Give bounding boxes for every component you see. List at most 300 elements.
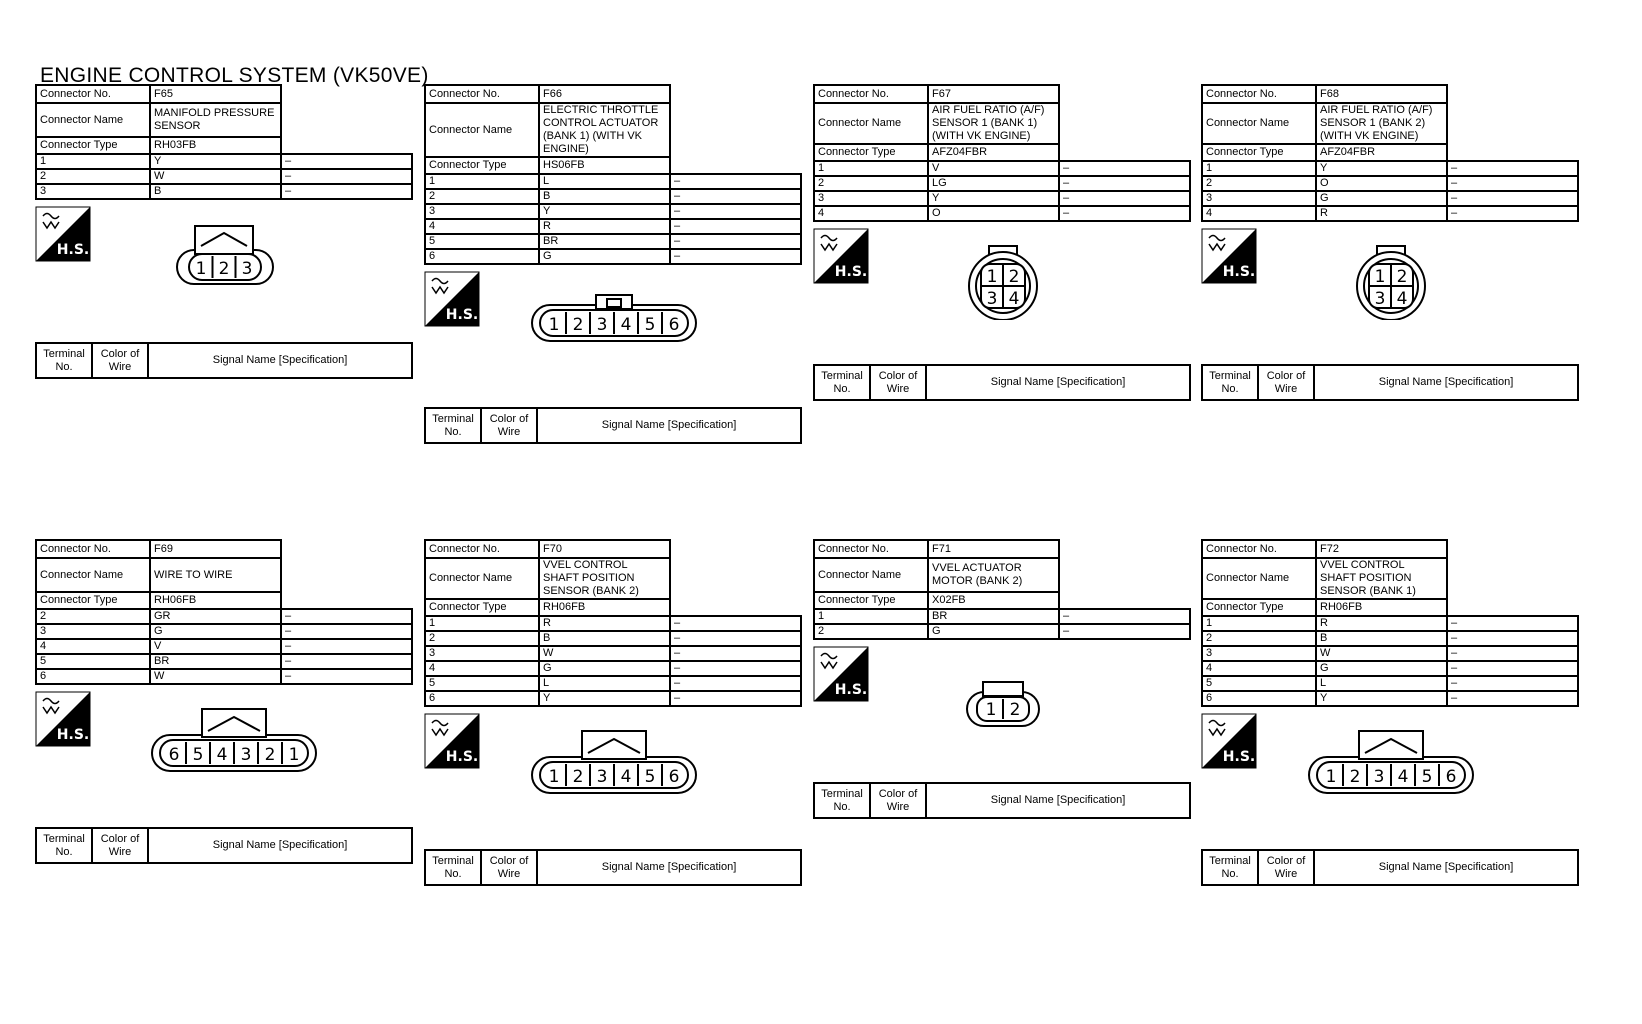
signal-name-cell: –: [670, 189, 801, 204]
terminal-no-cell: 4: [36, 639, 150, 654]
wire-color-cell: G: [539, 249, 670, 264]
connector-no-label: Connector No.: [1202, 540, 1316, 558]
table-row: [814, 624, 1190, 639]
wire-color-cell: BR: [539, 234, 670, 249]
hs-label: H.S.: [56, 727, 90, 743]
pin-label: 1: [986, 267, 998, 287]
pin-label: 5: [644, 315, 656, 335]
connector-no-value: F71: [928, 540, 1059, 558]
wire-color-cell: O: [1316, 176, 1447, 191]
terminal-no-cell: 3: [1202, 191, 1316, 206]
wire-color-cell: B: [539, 631, 670, 646]
color-column-header: Color of Wire: [481, 850, 537, 885]
pin-label: 1: [985, 700, 997, 720]
pin-label: 4: [620, 315, 632, 335]
table-row: [1202, 191, 1578, 206]
connector-header-table: [1201, 539, 1579, 707]
connector-name-value: AIR FUEL RATIO (A/F) SENSOR 1 (BANK 2) (WITH VK ENGINE): [1316, 103, 1447, 144]
terminal-no-cell: 3: [36, 184, 150, 199]
signal-name-cell: –: [281, 624, 412, 639]
wire-color-cell: L: [539, 174, 670, 189]
pin-label: 4: [1396, 289, 1408, 309]
wire-color-cell: W: [150, 669, 281, 684]
terminal-no-cell: 2: [814, 624, 928, 639]
connector-no-value: F72: [1316, 540, 1447, 558]
hs-label: H.S.: [445, 749, 479, 765]
wire-color-cell: Y: [1316, 691, 1447, 706]
wire-color-cell: W: [150, 169, 281, 184]
signal-name-cell: –: [281, 669, 412, 684]
connector-name-value: VVEL CONTROL SHAFT POSITION SENSOR (BANK 1): [1316, 558, 1447, 599]
connector-no-label: Connector No.: [814, 540, 928, 558]
signal-name-cell: –: [1447, 661, 1578, 676]
pin-label: 1: [548, 315, 560, 335]
pin-label: 5: [644, 767, 656, 787]
connector-name-label: Connector Name: [814, 103, 928, 144]
table-row: [814, 191, 1190, 206]
table-row: [36, 154, 412, 169]
connector-no-value: F67: [928, 85, 1059, 103]
terminal-no-cell: 3: [1202, 646, 1316, 661]
connector-type-value: RH06FB: [1316, 599, 1447, 616]
connector-type-label: Connector Type: [814, 592, 928, 609]
hs-label: H.S.: [445, 307, 479, 323]
connector-face-diagram: [965, 680, 1041, 730]
table-row: [1202, 691, 1578, 706]
terminal-table: [1201, 849, 1579, 886]
connector-name-value: VVEL CONTROL SHAFT POSITION SENSOR (BANK 2): [539, 558, 670, 599]
terminal-no-cell: 3: [425, 204, 539, 219]
table-row: [425, 631, 801, 646]
color-column-header: Color of Wire: [1258, 850, 1314, 885]
table-row: [1202, 661, 1578, 676]
terminal-column-header: Terminal No.: [36, 828, 92, 863]
connector-type-label: Connector Type: [36, 137, 150, 154]
pin-label: 2: [572, 315, 584, 335]
terminal-column-header: Terminal No.: [425, 408, 481, 443]
table-row: [1202, 176, 1578, 191]
wire-color-cell: O: [928, 206, 1059, 221]
signal-name-cell: –: [670, 219, 801, 234]
terminal-table: [35, 827, 413, 864]
terminal-no-cell: 6: [425, 691, 539, 706]
wire-color-cell: Y: [150, 154, 281, 169]
connector-face-diagram: [965, 244, 1041, 320]
hs-harness-side-icon: [1201, 228, 1257, 284]
signal-name-cell: –: [281, 609, 412, 624]
connector-illustration-area: [424, 265, 802, 407]
terminal-column-header: Terminal No.: [36, 343, 92, 378]
table-row: [425, 676, 801, 691]
signal-name-cell: –: [1059, 609, 1190, 624]
wire-color-cell: G: [928, 624, 1059, 639]
connector-name-value: VVEL ACTUATOR MOTOR (BANK 2): [928, 558, 1059, 592]
pin-label: 2: [1349, 767, 1361, 787]
connector-type-value: RH06FB: [539, 599, 670, 616]
wire-color-cell: Y: [539, 691, 670, 706]
connector-no-label: Connector No.: [1202, 85, 1316, 103]
color-column-header: Color of Wire: [1258, 365, 1314, 400]
pin-label: 6: [668, 767, 680, 787]
terminal-column-header: Terminal No.: [814, 783, 870, 818]
signal-name-cell: –: [281, 169, 412, 184]
signal-name-cell: –: [1447, 161, 1578, 176]
wire-color-cell: V: [150, 639, 281, 654]
signal-name-cell: –: [1059, 624, 1190, 639]
table-row: [1202, 646, 1578, 661]
connector-type-label: Connector Type: [814, 144, 928, 161]
terminal-no-cell: 1: [814, 609, 928, 624]
connector-illustration-area: [813, 222, 1191, 364]
terminal-no-cell: 6: [1202, 691, 1316, 706]
connector-no-label: Connector No.: [814, 85, 928, 103]
pin-label: 3: [596, 767, 608, 787]
pin-label: 6: [668, 315, 680, 335]
terminal-no-cell: 2: [814, 176, 928, 191]
hs-label: H.S.: [1222, 264, 1256, 280]
signal-name-cell: –: [670, 616, 801, 631]
table-row: [425, 646, 801, 661]
hs-label: H.S.: [834, 264, 868, 280]
connector-panel-f67: [813, 84, 1191, 401]
terminal-column-header: Terminal No.: [425, 850, 481, 885]
connector-type-value: AFZ04FBR: [1316, 144, 1447, 161]
signal-column-header: Signal Name [Specification]: [1314, 850, 1578, 885]
table-row: [36, 624, 412, 639]
terminal-no-cell: 2: [36, 609, 150, 624]
connector-header-table: [813, 539, 1191, 640]
signal-column-header: Signal Name [Specification]: [148, 343, 412, 378]
connector-name-label: Connector Name: [425, 558, 539, 599]
connector-type-label: Connector Type: [425, 599, 539, 616]
table-row: [425, 219, 801, 234]
signal-name-cell: –: [670, 174, 801, 189]
connector-header-table: [1201, 84, 1579, 222]
table-row: [36, 169, 412, 184]
connector-name-label: Connector Name: [814, 558, 928, 592]
terminal-no-cell: 1: [425, 174, 539, 189]
connector-panel-f65: [35, 84, 413, 379]
pin-label: 4: [1008, 289, 1020, 309]
connector-type-label: Connector Type: [1202, 144, 1316, 161]
pin-label: 6: [168, 745, 180, 765]
connector-panel-f66: [424, 84, 802, 444]
table-row: [36, 184, 412, 199]
wire-color-cell: BR: [928, 609, 1059, 624]
terminal-table: [424, 849, 802, 886]
terminal-no-cell: 1: [1202, 161, 1316, 176]
pin-label: 1: [1374, 267, 1386, 287]
pin-label: 2: [572, 767, 584, 787]
connector-panel-f72: [1201, 539, 1579, 886]
connector-type-label: Connector Type: [36, 592, 150, 609]
table-row: [814, 161, 1190, 176]
connector-face-diagram: [530, 729, 700, 795]
table-row: [425, 234, 801, 249]
pin-label: 1: [288, 745, 300, 765]
signal-name-cell: –: [281, 184, 412, 199]
terminal-no-cell: 3: [425, 646, 539, 661]
signal-name-cell: –: [1059, 161, 1190, 176]
wire-color-cell: B: [150, 184, 281, 199]
signal-name-cell: –: [1447, 676, 1578, 691]
hs-harness-side-icon: [35, 691, 91, 747]
connector-type-value: HS06FB: [539, 157, 670, 174]
connector-illustration-area: [813, 640, 1191, 782]
connector-panel-f69: [35, 539, 413, 864]
wire-color-cell: L: [539, 676, 670, 691]
terminal-no-cell: 2: [425, 189, 539, 204]
signal-column-header: Signal Name [Specification]: [926, 783, 1190, 818]
wire-color-cell: G: [1316, 191, 1447, 206]
table-row: [1202, 206, 1578, 221]
pin-label: 2: [218, 259, 230, 279]
connector-no-label: Connector No.: [36, 540, 150, 558]
connector-header-table: [35, 84, 413, 200]
connector-no-label: Connector No.: [36, 85, 150, 103]
table-row: [814, 609, 1190, 624]
terminal-no-cell: 4: [1202, 661, 1316, 676]
terminal-no-cell: 5: [425, 234, 539, 249]
hs-label: H.S.: [1222, 749, 1256, 765]
terminal-no-cell: 4: [1202, 206, 1316, 221]
terminal-no-cell: 4: [814, 206, 928, 221]
connector-type-value: RH03FB: [150, 137, 281, 154]
connector-face-diagram: [1307, 729, 1477, 795]
pin-label: 5: [192, 745, 204, 765]
terminal-column-header: Terminal No.: [814, 365, 870, 400]
connector-no-value: F68: [1316, 85, 1447, 103]
connector-name-value: MANIFOLD PRESSURE SENSOR: [150, 103, 281, 137]
table-row: [1202, 161, 1578, 176]
terminal-no-cell: 1: [814, 161, 928, 176]
terminal-no-cell: 1: [425, 616, 539, 631]
connector-name-label: Connector Name: [425, 103, 539, 157]
connector-name-label: Connector Name: [36, 103, 150, 137]
connector-face-diagram: [530, 293, 700, 359]
terminal-column-header: Terminal No.: [1202, 365, 1258, 400]
table-row: [1202, 676, 1578, 691]
terminal-no-cell: 1: [36, 154, 150, 169]
wire-color-cell: W: [1316, 646, 1447, 661]
wire-color-cell: R: [539, 219, 670, 234]
terminal-no-cell: 6: [36, 669, 150, 684]
terminal-table: [813, 782, 1191, 819]
connector-type-value: RH06FB: [150, 592, 281, 609]
table-row: [1202, 631, 1578, 646]
wire-color-cell: LG: [928, 176, 1059, 191]
terminal-no-cell: 1: [1202, 616, 1316, 631]
table-row: [425, 204, 801, 219]
terminal-no-cell: 4: [425, 219, 539, 234]
pin-label: 6: [1445, 767, 1457, 787]
hs-label: H.S.: [834, 682, 868, 698]
table-row: [425, 189, 801, 204]
pin-label: 1: [195, 259, 207, 279]
signal-column-header: Signal Name [Specification]: [926, 365, 1190, 400]
signal-column-header: Signal Name [Specification]: [1314, 365, 1578, 400]
pin-label: 1: [1325, 767, 1337, 787]
connector-name-value: AIR FUEL RATIO (A/F) SENSOR 1 (BANK 1) (WITH VK ENGINE): [928, 103, 1059, 144]
hs-harness-side-icon: [424, 271, 480, 327]
pin-label: 1: [548, 767, 560, 787]
table-row: [814, 176, 1190, 191]
pin-label: 2: [1009, 700, 1021, 720]
connector-no-value: F70: [539, 540, 670, 558]
terminal-no-cell: 4: [425, 661, 539, 676]
connector-header-table: [813, 84, 1191, 222]
wire-color-cell: GR: [150, 609, 281, 624]
terminal-no-cell: 3: [814, 191, 928, 206]
connector-illustration-area: [35, 685, 413, 827]
signal-name-cell: –: [281, 654, 412, 669]
wire-color-cell: G: [1316, 661, 1447, 676]
terminal-no-cell: 2: [425, 631, 539, 646]
connector-face-diagram: [175, 224, 275, 288]
pin-label: 3: [241, 259, 253, 279]
hs-harness-side-icon: [424, 713, 480, 769]
hs-label: H.S.: [56, 242, 90, 258]
connector-name-value: WIRE TO WIRE: [150, 558, 281, 592]
table-row: [36, 669, 412, 684]
signal-column-header: Signal Name [Specification]: [537, 850, 801, 885]
connector-illustration-area: [1201, 222, 1579, 364]
signal-name-cell: –: [670, 691, 801, 706]
table-row: [36, 609, 412, 624]
connector-name-value: ELECTRIC THROTTLE CONTROL ACTUATOR (BANK 1) (WITH VK ENGINE): [539, 103, 670, 157]
hs-harness-side-icon: [1201, 713, 1257, 769]
signal-name-cell: –: [670, 661, 801, 676]
color-column-header: Color of Wire: [92, 343, 148, 378]
hs-harness-side-icon: [813, 228, 869, 284]
wire-color-cell: W: [539, 646, 670, 661]
connector-name-label: Connector Name: [36, 558, 150, 592]
hs-harness-side-icon: [813, 646, 869, 702]
wire-color-cell: G: [539, 661, 670, 676]
pin-label: 2: [1008, 267, 1020, 287]
signal-name-cell: –: [670, 204, 801, 219]
connector-no-label: Connector No.: [425, 85, 539, 103]
table-row: [425, 616, 801, 631]
connector-illustration-area: [35, 200, 413, 342]
pin-label: 4: [1397, 767, 1409, 787]
pin-label: 3: [596, 315, 608, 335]
connector-header-table: [424, 539, 802, 707]
signal-name-cell: –: [1059, 176, 1190, 191]
table-row: [425, 174, 801, 189]
connector-panel-f71: [813, 539, 1191, 819]
terminal-table: [1201, 364, 1579, 401]
connector-face-diagram: [1353, 244, 1429, 320]
signal-column-header: Signal Name [Specification]: [537, 408, 801, 443]
connector-panel-f68: [1201, 84, 1579, 401]
pin-label: 3: [240, 745, 252, 765]
signal-name-cell: –: [1447, 631, 1578, 646]
terminal-no-cell: 6: [425, 249, 539, 264]
wire-color-cell: R: [1316, 616, 1447, 631]
connector-type-label: Connector Type: [425, 157, 539, 174]
pin-label: 3: [1374, 289, 1386, 309]
table-row: [1202, 616, 1578, 631]
terminal-no-cell: 2: [36, 169, 150, 184]
terminal-column-header: Terminal No.: [1202, 850, 1258, 885]
pin-label: 4: [216, 745, 228, 765]
signal-name-cell: –: [1059, 191, 1190, 206]
table-row: [36, 639, 412, 654]
hs-harness-side-icon: [35, 206, 91, 262]
page-title: ENGINE CONTROL SYSTEM (VK50VE): [40, 64, 429, 87]
pin-label: 5: [1421, 767, 1433, 787]
terminal-no-cell: 5: [1202, 676, 1316, 691]
table-row: [36, 654, 412, 669]
connector-no-label: Connector No.: [425, 540, 539, 558]
signal-name-cell: –: [281, 639, 412, 654]
wire-color-cell: Y: [928, 191, 1059, 206]
signal-name-cell: –: [281, 154, 412, 169]
signal-column-header: Signal Name [Specification]: [148, 828, 412, 863]
table-row: [425, 691, 801, 706]
connector-panel-f70: [424, 539, 802, 886]
terminal-table: [813, 364, 1191, 401]
terminal-table: [35, 342, 413, 379]
signal-name-cell: –: [1447, 616, 1578, 631]
table-row: [425, 661, 801, 676]
connector-name-label: Connector Name: [1202, 103, 1316, 144]
connector-name-label: Connector Name: [1202, 558, 1316, 599]
signal-name-cell: –: [670, 646, 801, 661]
wire-color-cell: Y: [1316, 161, 1447, 176]
connector-type-value: X02FB: [928, 592, 1059, 609]
signal-name-cell: –: [1059, 206, 1190, 221]
terminal-no-cell: 3: [36, 624, 150, 639]
wire-color-cell: B: [539, 189, 670, 204]
wire-color-cell: R: [1316, 206, 1447, 221]
connector-header-table: [35, 539, 413, 685]
signal-name-cell: –: [670, 234, 801, 249]
terminal-no-cell: 5: [425, 676, 539, 691]
terminal-no-cell: 5: [36, 654, 150, 669]
wire-color-cell: Y: [539, 204, 670, 219]
wire-color-cell: BR: [150, 654, 281, 669]
pin-label: 2: [1396, 267, 1408, 287]
connector-illustration-area: [424, 707, 802, 849]
wire-color-cell: R: [539, 616, 670, 631]
wire-color-cell: L: [1316, 676, 1447, 691]
pin-label: 3: [986, 289, 998, 309]
terminal-table: [424, 407, 802, 444]
signal-name-cell: –: [1447, 646, 1578, 661]
signal-name-cell: –: [670, 631, 801, 646]
terminal-no-cell: 2: [1202, 176, 1316, 191]
connector-illustration-area: [1201, 707, 1579, 849]
connector-header-table: [424, 84, 802, 265]
table-row: [814, 206, 1190, 221]
wire-color-cell: B: [1316, 631, 1447, 646]
signal-name-cell: –: [1447, 191, 1578, 206]
color-column-header: Color of Wire: [870, 365, 926, 400]
color-column-header: Color of Wire: [481, 408, 537, 443]
signal-name-cell: –: [670, 249, 801, 264]
wire-color-cell: G: [150, 624, 281, 639]
signal-name-cell: –: [1447, 176, 1578, 191]
connector-no-value: F65: [150, 85, 281, 103]
signal-name-cell: –: [670, 676, 801, 691]
wire-color-cell: V: [928, 161, 1059, 176]
pin-label: 4: [620, 767, 632, 787]
connector-face-diagram: [150, 707, 320, 773]
connector-type-label: Connector Type: [1202, 599, 1316, 616]
pin-label: 3: [1373, 767, 1385, 787]
